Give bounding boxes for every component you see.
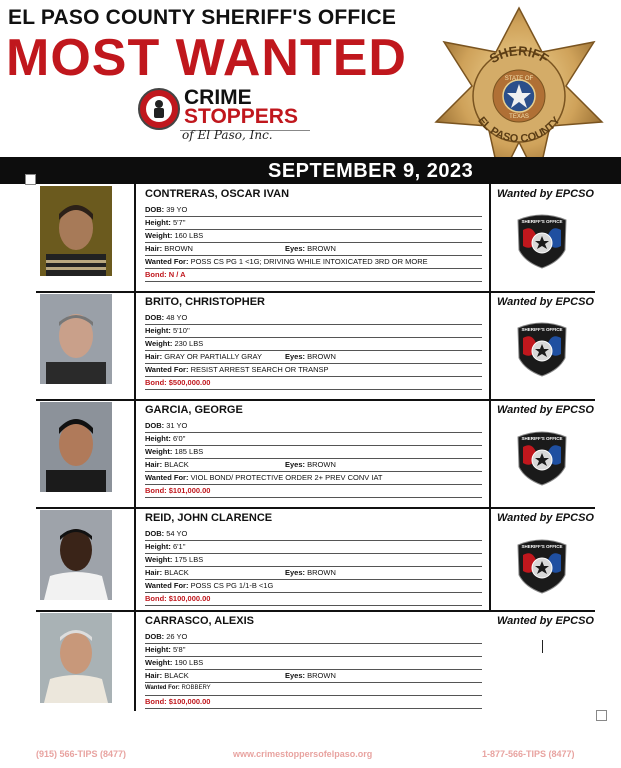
row-divider	[36, 610, 595, 612]
mugshot-photo	[40, 510, 112, 600]
text-cursor	[542, 640, 543, 653]
dob-field: DOB: 26 YO	[145, 631, 482, 644]
wanted-for-field: Wanted For: POSS CS PG 1 <1G; DRIVING WHILE INTOXICATED 3RD OR MORE	[145, 256, 482, 269]
wanted-by-label: Wanted by EPCSO	[497, 188, 594, 200]
crime-stoppers-line3: of El Paso, Inc.	[182, 128, 273, 142]
hair-eyes-field: Hair: BLACK Eyes: BROWN	[145, 459, 482, 472]
mugshot-photo	[40, 294, 112, 384]
height-field: Height: 6'0"	[145, 433, 482, 446]
svg-text:SHERIFF'S OFFICE: SHERIFF'S OFFICE	[521, 544, 563, 549]
weight-field: Weight: 160 LBS	[145, 230, 482, 243]
height-field: Height: 6'1''	[145, 541, 482, 554]
wanted-for-field: Wanted For: VIOL BOND/ PROTECTIVE ORDER 2+ PREV CONV IAT	[145, 472, 482, 485]
height-field: Height: 5'8''	[145, 644, 482, 657]
row-divider	[36, 399, 595, 401]
suspect-name: BRITO, CHRISTOPHER	[145, 296, 265, 308]
hair-eyes-field: Hair: BROWN Eyes: BROWN	[145, 243, 482, 256]
wanted-for-field: Wanted For: ROBBERY	[145, 683, 482, 696]
svg-text:SHERIFF'S OFFICE: SHERIFF'S OFFICE	[521, 436, 563, 441]
sheriff-patch-icon	[515, 212, 569, 270]
height-field: Height: 5'7''	[145, 217, 482, 230]
column-divider	[489, 184, 491, 612]
crime-stoppers-logo	[134, 86, 314, 152]
row-divider	[36, 507, 595, 509]
table-move-handle-icon[interactable]	[25, 174, 36, 185]
column-divider	[134, 184, 136, 711]
sheriff-patch-icon	[515, 537, 569, 595]
weight-field: Weight: 190 LBS	[145, 657, 482, 670]
row-divider	[36, 291, 595, 293]
badge-texas-text: TEXAS	[509, 114, 529, 120]
sheriff-patch-icon	[515, 429, 569, 487]
weight-field: Weight: 175 LBS	[145, 554, 482, 567]
weight-field: Weight: 185 LBS	[145, 446, 482, 459]
office-heading: EL PASO COUNTY SHERIFF'S OFFICE	[8, 6, 397, 29]
bond-field: Bond: $500,000.00	[145, 377, 482, 390]
mugshot-photo	[40, 186, 112, 276]
mugshot-photo	[40, 613, 112, 703]
suspect-name: CONTRERAS, OSCAR IVAN	[145, 188, 290, 200]
wanted-by-label: Wanted by EPCSO	[497, 512, 594, 524]
wanted-by-label: Wanted by EPCSO	[497, 615, 594, 627]
wanted-by-label: Wanted by EPCSO	[497, 296, 594, 308]
badge-state-text: STATE OF	[504, 76, 534, 82]
most-wanted-title: MOST WANTED	[6, 29, 407, 87]
dob-field: DOB: 39 YO	[145, 204, 482, 217]
checkbox[interactable]	[596, 710, 607, 721]
wanted-for-field: Wanted For: RESIST ARREST SEARCH OR TRANSP	[145, 364, 482, 377]
footer-phone-local: (915) 566-TIPS (8477)	[36, 749, 127, 759]
hair-eyes-field: Hair: GRAY OR PARTIALLY GRAY Eyes: BROWN	[145, 351, 482, 364]
wanted-for-field: Wanted For: POSS CS PG 1/1-B <1G	[145, 580, 482, 593]
mugshot-photo	[40, 402, 112, 492]
dob-field: DOB: 54 YO	[145, 528, 482, 541]
svg-text:SHERIFF'S OFFICE: SHERIFF'S OFFICE	[521, 327, 563, 332]
hair-eyes-field: Hair: BLACK Eyes: BROWN	[145, 567, 482, 580]
badge-top-text: SHERIFF	[486, 43, 552, 67]
crime-stoppers-line1: CRIME	[184, 86, 252, 109]
dob-field: DOB: 31 YO	[145, 420, 482, 433]
crime-stoppers-line2: STOPPERS	[184, 105, 298, 128]
crime-stoppers-emblem-icon	[138, 88, 180, 130]
date-label: SEPTEMBER 9, 2023	[268, 160, 474, 182]
suspect-name: GARCIA, GEORGE	[145, 404, 243, 416]
suspect-name: REID, JOHN CLARENCE	[145, 512, 273, 524]
footer-website[interactable]: www.crimestoppersofelpaso.org	[233, 749, 373, 759]
dob-field: DOB: 48 YO	[145, 312, 482, 325]
height-field: Height: 5'10''	[145, 325, 482, 338]
suspect-name: CARRASCO, ALEXIS	[145, 615, 254, 627]
bond-field: Bond: $100,000.00	[145, 696, 482, 709]
footer-phone-tollfree: 1-877-566-TIPS (8477)	[482, 749, 575, 759]
bond-field: Bond: N / A	[145, 269, 482, 282]
badge-county-text: EL PASO COUNTY	[475, 114, 563, 146]
bond-field: Bond: $101,000.00	[145, 485, 482, 498]
weight-field: Weight: 230 LBS	[145, 338, 482, 351]
sheriff-patch-icon	[515, 320, 569, 378]
hair-eyes-field: Hair: BLACK Eyes: BROWN	[145, 670, 482, 683]
wanted-by-label: Wanted by EPCSO	[497, 404, 594, 416]
svg-text:SHERIFF'S OFFICE: SHERIFF'S OFFICE	[521, 219, 563, 224]
bond-field: Bond: $100,000.00	[145, 593, 482, 606]
